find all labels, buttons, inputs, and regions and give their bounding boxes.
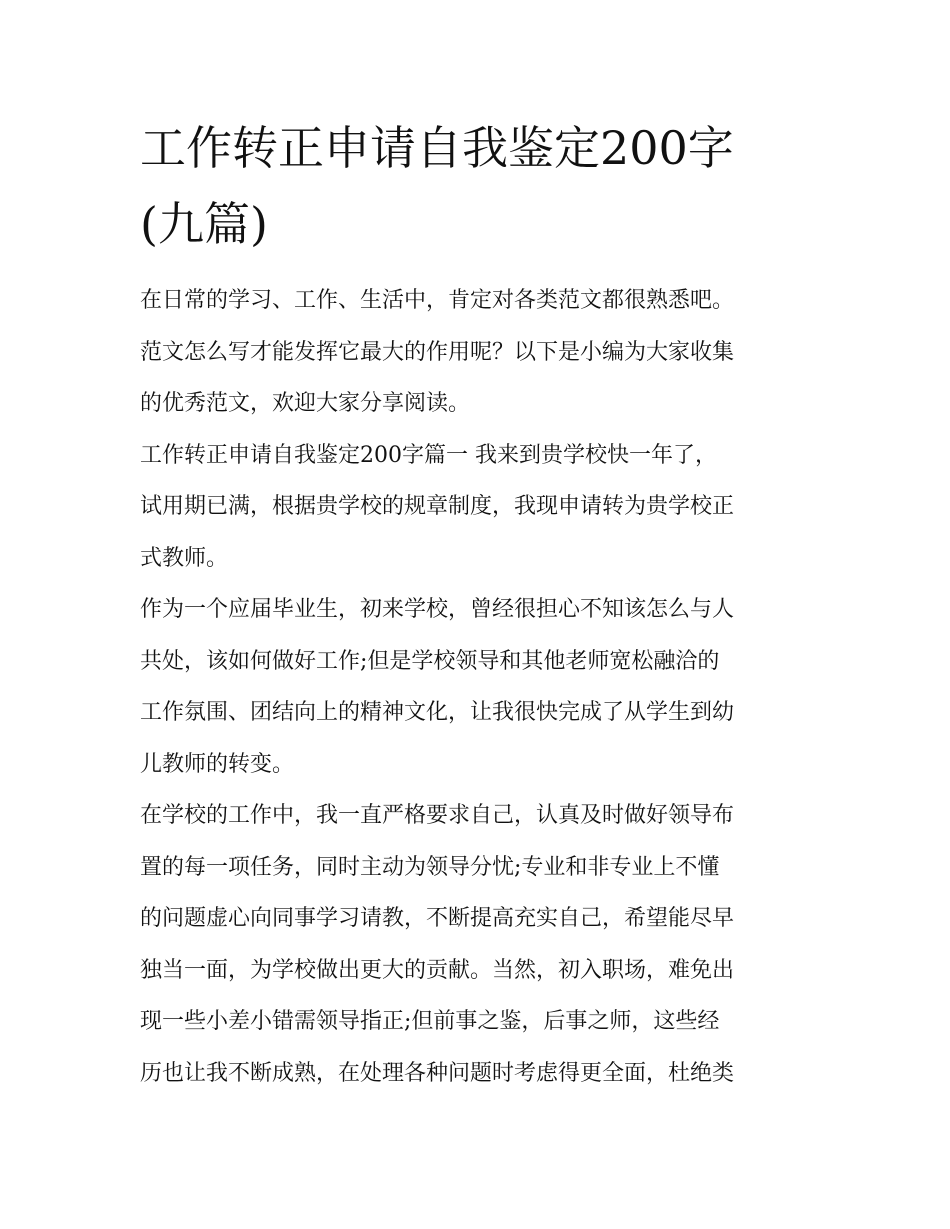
body-line: 的优秀范文，欢迎大家分享阅读。 — [140, 391, 471, 416]
body-line: 工作转正申请自我鉴定200字篇一 我来到贵学校快一年了， — [140, 442, 717, 468]
title-line-1: 工作转正申请自我鉴定200字 — [140, 121, 734, 175]
body-line: 历也让我不断成熟，在处理各种问题时考虑得更全面，杜绝类 — [140, 1060, 735, 1086]
body-line: 现一些小差小错需领导指正;但前事之鉴，后事之师，这些经 — [140, 1009, 720, 1034]
body-line: 工作氛围、团结向上的精神文化，让我很快完成了从学生到幼 — [140, 700, 735, 725]
body-line: 儿教师的转变。 — [140, 751, 295, 777]
body-line: 的问题虚心向同事学习请教，不断提高充实自己，希望能尽早 — [140, 906, 735, 931]
body-line: 独当一面，为学校做出更大的贡献。当然，初入职场，难免出 — [140, 957, 735, 983]
body-line: 在日常的学习、工作、生活中，肯定对各类范文都很熟悉吧。 — [140, 288, 735, 313]
body-line: 置的每一项任务，同时主动为领导分忧;专业和非专业上不懂 — [140, 854, 720, 880]
body-line: 式教师。 — [140, 545, 229, 571]
document-title — [140, 110, 820, 262]
body-line: 在学校的工作中，我一直严格要求自己，认真及时做好领导布 — [140, 803, 735, 828]
body-line: 试用期已满，根据贵学校的规章制度，我现申请转为贵学校正 — [140, 494, 735, 519]
document-body — [140, 275, 820, 1099]
body-line: 范文怎么写才能发挥它最大的作用呢？以下是小编为大家收集 — [140, 339, 735, 365]
title-line-2: (九篇) — [140, 197, 268, 251]
body-line: 作为一个应届毕业生，初来学校，曾经很担心不知该怎么与人 — [140, 597, 735, 622]
body-line: 共处，该如何做好工作;但是学校领导和其他老师宽松融洽的 — [140, 648, 720, 674]
